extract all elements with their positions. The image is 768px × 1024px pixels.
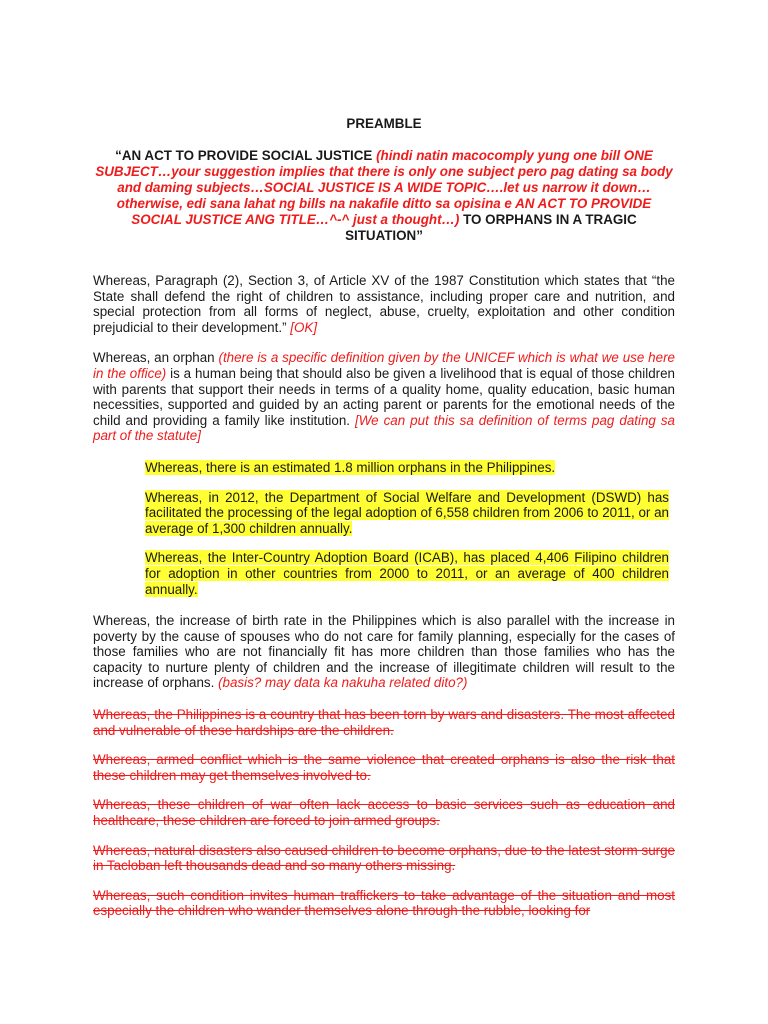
highlighted-text: Whereas, the Inter-Country Adoption Board (ICAB), has placed 4,406 Filipino children for adoption in other countries from 2000 to 2011, or an average of 400 children annually. [145, 550, 669, 597]
whereas-orphan-text-1: Whereas, an orphan [93, 350, 219, 366]
highlighted-paragraph [145, 550, 669, 597]
title-part-1: “AN ACT TO PROVIDE SOCIAL JUSTICE [115, 148, 377, 163]
document-body [93, 116, 675, 919]
whereas-orphan [93, 350, 675, 444]
whereas-orphan-comment-2: [We can put this sa definition of terms pag dating sa part of the statute] [93, 412, 676, 444]
struck-paragraph: Whereas, natural disasters also caused children to become orphans, due to the latest storm surge in Tacloban left thousands dead and so many others missing. [93, 842, 675, 874]
struck-paragraph: Whereas, armed conflict which is the same violence that created orphans is also the risk that these children may get themselves involved to. [93, 752, 675, 783]
highlighted-statistics [145, 460, 669, 597]
whereas-birth-rate [93, 613, 675, 691]
title-part-2: TO ORPHANS IN A TRAGIC SITUATION” [345, 212, 637, 243]
highlighted-paragraph [145, 490, 669, 537]
whereas-constitution-comment: [OK] [290, 319, 318, 335]
struck-paragraph: Whereas, these children of war often lack access to basic services such as education and healthcare, these children are forced to join armed groups. [93, 797, 675, 829]
highlighted-paragraph [145, 460, 669, 476]
highlighted-text: Whereas, there is an estimated 1.8 million orphans in the Philippines. [145, 459, 556, 475]
highlighted-text: Whereas, in 2012, the Department of Social Welfare and Development (DSWD) has facilitated the processing of the legal adoption of 6,558 children from 2006 to 2011, or an average of 1,300 children annually. [145, 489, 669, 536]
title-comment: (hindi natin macocomply yung one bill ONE SUBJECT…your suggestion implies that there is only one subject pero pag dating sa body and daming subjects…SOCIAL JUSTICE IS A WIDE TOPIC….let us narrow it down…otherwise, edi sana lahat ng bills na nakafile ditto sa opisina e AN ACT TO PROVIDE SOCIAL JUSTICE ANG TITLE…^-^ just a thought…) [95, 148, 673, 227]
whereas-constitution [93, 273, 675, 335]
struck-paragraph: Whereas, such condition invites human traffickers to take advantage of the situation and most especially the children who wander themselves alone through the rubble, looking for [93, 887, 675, 919]
act-title [93, 148, 675, 244]
whereas-birth-rate-text: Whereas, the increase of birth rate in the Philippines which is also parallel with the increase in poverty by the cause of spouses who do not care for family planning, especially for the cases of those families who are not financially fit has more children than those families who has the capacity to nurture plenty of children and the increase of illegitimate children will result to the increase of orphans. [93, 613, 675, 691]
struck-paragraph: Whereas, the Philippines is a country that has been torn by wars and disasters. The most affected and vulnerable of these hardships are the children. [93, 707, 675, 738]
whereas-constitution-text: Whereas, Paragraph (2), Section 3, of Article XV of the 1987 Constitution which states that “the State shall defend the right of children to assistance, including proper care and nutrition, and special protection from all forms of neglect, abuse, cruelty, exploitation and other condition prejudicial to their development.” [93, 273, 675, 335]
whereas-birth-rate-comment: (basis? may data ka nakuha related dito?) [218, 675, 468, 691]
preamble-heading: PREAMBLE [346, 116, 422, 131]
whereas-orphan-text-2: is a human being that should also be given a livelihood that is equal of those children with parents that support their needs in terms of a quality home, quality education, basic human necessities, supported and guided by an acting parent or parents for the emotional needs of the child and providing a family like institution. [93, 365, 675, 428]
whereas-orphan-comment-1: (there is a specific definition given by the UNICEF which is what we use here in the office) [93, 350, 675, 381]
